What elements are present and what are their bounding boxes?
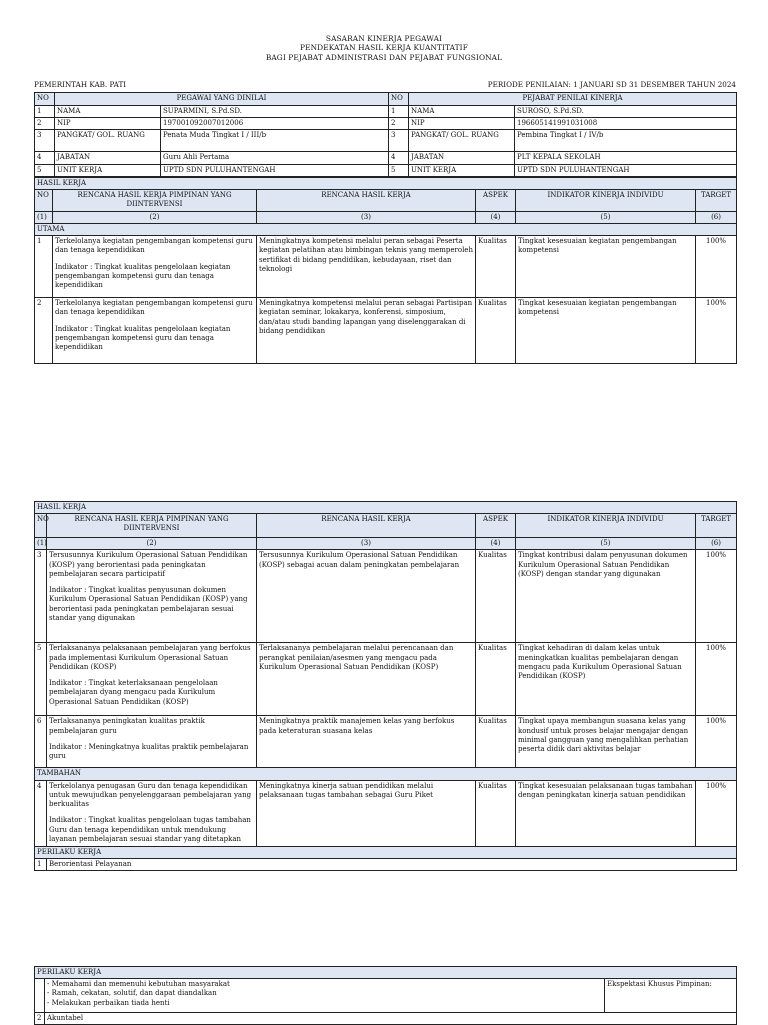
table-row [35,1013,737,1025]
pegawai-value: 197001092007012006 [161,118,389,130]
col-rencana-pimpinan: RENCANA HASIL KERJA PIMPINAN YANG DIINTERVENSI [53,190,257,211]
field-label: UNIT KERJA [409,164,515,176]
ekspektasi-label: Ekspektasi Khusus Pimpinan: [605,979,737,1013]
target-value: 100% [696,716,737,768]
table-row [35,716,737,768]
field-label: JABATAN [409,152,515,164]
pegawai-header: PEGAWAI YANG DINILAI [55,93,389,106]
col-num: (6) [696,538,737,550]
field-label: PANGKAT/ GOL. RUANG [409,130,515,152]
row-no: 5 [35,643,47,716]
table-row [35,643,737,716]
indikator-text: Tingkat kontribusi dalam penyusunan dokumen Kurikulum Operasional Satuan Pendidikan (KOSP) dengan standar yang digunakan [516,550,696,643]
pejabat-header: PEJABAT PENILAI KINERJA [409,93,737,106]
row-no: 1 [35,236,53,298]
col-rencana-pimpinan: RENCANA HASIL KERJA PIMPINAN YANG DIINTERVENSI [47,514,257,538]
hasil-kerja-table-2 [34,501,737,871]
pegawai-value: Penata Muda Tingkat I / III/b [161,130,389,152]
indikator-text: Tingkat kehadiran di dalam kelas untuk meningkatkan kualitas pembelajaran dengan mengacu pada Kurikulum Operasional Satuan Pendidikan (KOSP) [516,643,696,716]
row-no: 3 [389,130,409,152]
rencana-text: Terlaksananya pembelajaran melalui perencanaan dan perangkat penilaian/asesmen yang mengacu pada Kurikulum Operasional Satuan Pendidikan (KOSP) [257,643,476,716]
aspek-text: Kualitas [476,236,516,298]
col-num: (2) [53,211,257,223]
field-label: JABATAN [55,152,161,164]
perilaku-text: Akuntabel [45,1013,737,1025]
section-utama-label: UTAMA [35,223,737,235]
col-num: (4) [476,538,516,550]
list-item: - Memahami dan memenuhi kebutuhan masyarakat [47,980,230,989]
header-subtitle: PENDEKATAN HASIL KERJA KUANTITATIF [300,43,468,53]
pegawai-value: Guru Ahli Pertama [161,152,389,164]
row-no: 1 [35,858,47,870]
pejabat-value: Pembina Tingkat I / IV/b [515,130,737,152]
field-label: NAMA [55,106,161,118]
col-aspek: ASPEK [476,514,516,538]
col-target: TARGET [696,514,737,538]
row-no: 3 [35,550,47,643]
aspek-text: Kualitas [476,298,516,364]
field-label: NIP [55,118,161,130]
rencana-text: Meningkatnya kompetensi melalui peran sebagai Partisipan kegiatan seminar, lokakarya, konferensi, simposium, dan/atau studi banding lapangan yang diselenggarakan di bidang pendidikan [257,298,476,364]
table-row [35,236,737,298]
pegawai-value: SUPARMINI, S.Pd.SD. [161,106,389,118]
identity-row [35,152,737,164]
pimpinan-cell [47,780,257,846]
rencana-text: Meningkatnya kinerja satuan pendidikan melalui pelaksanaan tugas tambahan sebagai Guru Piket [257,780,476,846]
instansi-label: PEMERINTAH KAB. PATI [34,80,127,89]
field-label: UNIT KERJA [55,164,161,176]
col-num: (5) [516,538,696,550]
target-value: 100% [696,298,737,364]
pegawai-value: UPTD SDN PULUHANTENGAH [161,164,389,176]
pimpinan-indikator: Indikator : Tingkat kualitas penyusunan dokumen Kurikulum Operasional Satuan Pendidikan (KOSP) yang berorientasi pada peningkatan pembelajaran sesuai standar yang digunakan [49,586,248,622]
list-item: - Ramah, cekatan, solutif, dan dapat diandalkan [47,989,217,998]
pimpinan-cell [53,236,257,298]
section-perilaku-label: PERILAKU KERJA [35,846,737,858]
identity-no-header: NO [389,93,409,106]
pimpinan-indikator: Indikator : Tingkat keterlaksanaan pengelolaan pembelajaran dyang mengacu pada Kurikulum Operasional Satuan Pendidikan (KOSP) [49,679,218,706]
field-label: NAMA [409,106,515,118]
pejabat-value: SUROSO, S.Pd.SD. [515,106,737,118]
section-tambahan-label: TAMBAHAN [35,768,737,780]
col-rencana: RENCANA HASIL KERJA [257,514,476,538]
table-row [35,298,737,364]
row-no: 5 [35,164,55,176]
identity-row [35,118,737,130]
col-indikator: INDIKATOR KINERJA INDIVIDU [516,514,696,538]
row-no: 6 [35,716,47,768]
row-no: 1 [35,106,55,118]
aspek-text: Kualitas [476,716,516,768]
identity-row [35,106,737,118]
pimpinan-indikator: Indikator : Tingkat kualitas pengelolaan kegiatan pengembangan kompetensi guru dan tenaga kependidikan [55,262,231,290]
pejabat-value: UPTD SDN PULUHANTENGAH [515,164,737,176]
pejabat-value: 196605141991031008 [515,118,737,130]
indikator-text: Tingkat kesesuaian kegiatan pengembangan kompetensi [516,298,696,364]
col-num: (4) [476,211,516,223]
table-row [35,979,737,1013]
target-value: 100% [696,550,737,643]
header-title: SASARAN KINERJA PEGAWAI [325,34,443,43]
pimpinan-cell [53,298,257,364]
row-no: 2 [35,1013,45,1025]
identity-no-header: NO [35,93,55,106]
identity-row [35,130,737,152]
row-no: 4 [389,152,409,164]
table-row [35,550,737,643]
row-no: 2 [35,298,53,364]
pimpinan-text: Terkelolanya kegiatan pengembangan kompetensi guru dan tenaga kependidikan [55,237,253,255]
identity-row [35,164,737,176]
aspek-text: Kualitas [476,780,516,846]
col-target: TARGET [696,190,737,211]
col-num: (5) [516,211,696,223]
row-no: 4 [35,152,55,164]
target-value: 100% [696,236,737,298]
col-num: (2) [47,538,257,550]
pimpinan-indikator: Indikator : Tingkat kualitas pengelolaan kegiatan pengembangan kompetensi guru dan tenaga kependidikan [55,324,231,352]
col-num: (3) [257,211,476,223]
periode-label: PERIODE PENILAIAN: 1 JANUARI SD 31 DESEMBER TAHUN 2024 [487,80,736,89]
col-num: (1) [35,211,53,223]
identity-table [34,92,737,177]
table-row [35,858,737,870]
col-aspek: ASPEK [476,190,516,211]
perilaku-kerja-table [34,966,737,1025]
aspek-text: Kualitas [476,643,516,716]
header-subtitle-2: BAGI PEJABAT ADMINISTRASI DAN PEJABAT FUNGSIONAL [265,52,503,62]
col-no: NO [35,190,53,211]
pimpinan-cell [47,716,257,768]
aspek-text: Kualitas [476,550,516,643]
row-no: 2 [389,118,409,130]
pimpinan-indikator: Indikator : Tingkat kualitas pengelolaan tugas tambahan Guru dan tenaga kependidikan untuk mendukung layanan pembelajaran sesuai standar yang ditetapkan [49,816,251,843]
list-item: - Melakukan perbaikan tiada henti [47,998,170,1007]
rencana-text: Meningkatnya kompetensi melalui peran sebagai Peserta kegiatan pelatihan atau bimbingan teknis yang memperoleh sertifikat di bidang pendidikan, kebudayaan, riset dan teknologi [257,236,476,298]
perilaku-items [45,979,605,1013]
pejabat-value: PLT KEPALA SEKOLAH [515,152,737,164]
row-no: 4 [35,780,47,846]
col-num: (1) [35,538,47,550]
pimpinan-text: Terlaksananya peningkatan kualitas praktik pembelajaran guru [49,717,205,735]
row-no: 5 [389,164,409,176]
pimpinan-indikator: Indikator : Meningkatnya kualitas praktik pembelajaran guru [49,742,249,761]
rencana-text: Meningkatnya praktik manajemen kelas yang berfokus pada keteraturan suasana kelas [257,716,476,768]
row-no: 1 [389,106,409,118]
col-num: (6) [696,211,737,223]
row-no [35,979,45,1013]
pimpinan-text: Terkelolanya kegiatan pengembangan kompetensi guru dan tenaga kependidikan [55,299,253,317]
hasil-kerja-label: HASIL KERJA [35,178,737,190]
indikator-text: Tingkat kesesuaian kegiatan pengembangan kompetensi [516,236,696,298]
target-value: 100% [696,780,737,846]
row-no: 3 [35,130,55,152]
meta-line [34,80,736,90]
pimpinan-text: Terkelolanya penugasan Guru dan tenaga kependidikan untuk mewujudkan penyelenggaraan pembelajaran yang berkualitas [49,781,252,809]
perilaku-text: Berorientasi Pelayanan [47,858,737,870]
col-rencana: RENCANA HASIL KERJA [257,190,476,211]
col-no: NO [35,514,47,538]
col-num: (3) [257,538,476,550]
indikator-text: Tingkat kesesuaian pelaksanaan tugas tambahan dengan peningkatan kinerja satuan pendidikan [516,780,696,846]
perilaku-kerja-label: PERILAKU KERJA [35,967,737,979]
document-header [0,34,768,62]
field-label: PANGKAT/ GOL. RUANG [55,130,161,152]
rencana-text: Tersusunnya Kurikulum Operasional Satuan Pendidikan (KOSP) sebagai acuan dalam peningkatan pembelajaran [257,550,476,643]
table-row [35,780,737,846]
hasil-kerja-table-1 [34,177,737,364]
target-value: 100% [696,643,737,716]
pimpinan-text: Terlaksananya pelaksanaan pembelajaran yang berfokus pada implementasi Kurikulum Operasional Satuan Pendidikan (KOSP) [49,644,251,671]
indikator-text: Tingkat upaya membangun suasana kelas yang kondusif untuk proses belajar mengajar dengan minimal gangguan yang mengalihkan perhatian peserta didik dari aktivitas belajar [516,716,696,768]
pimpinan-cell [47,550,257,643]
pimpinan-text: Tersusunnya Kurikulum Operasional Satuan Pendidikan (KOSP) yang berorientasi pada peningkatan pembelajaran secara participatif [49,551,248,578]
pimpinan-cell [47,643,257,716]
row-no: 2 [35,118,55,130]
field-label: NIP [409,118,515,130]
col-indikator: INDIKATOR KINERJA INDIVIDU [516,190,696,211]
hasil-kerja-label: HASIL KERJA [35,502,737,514]
